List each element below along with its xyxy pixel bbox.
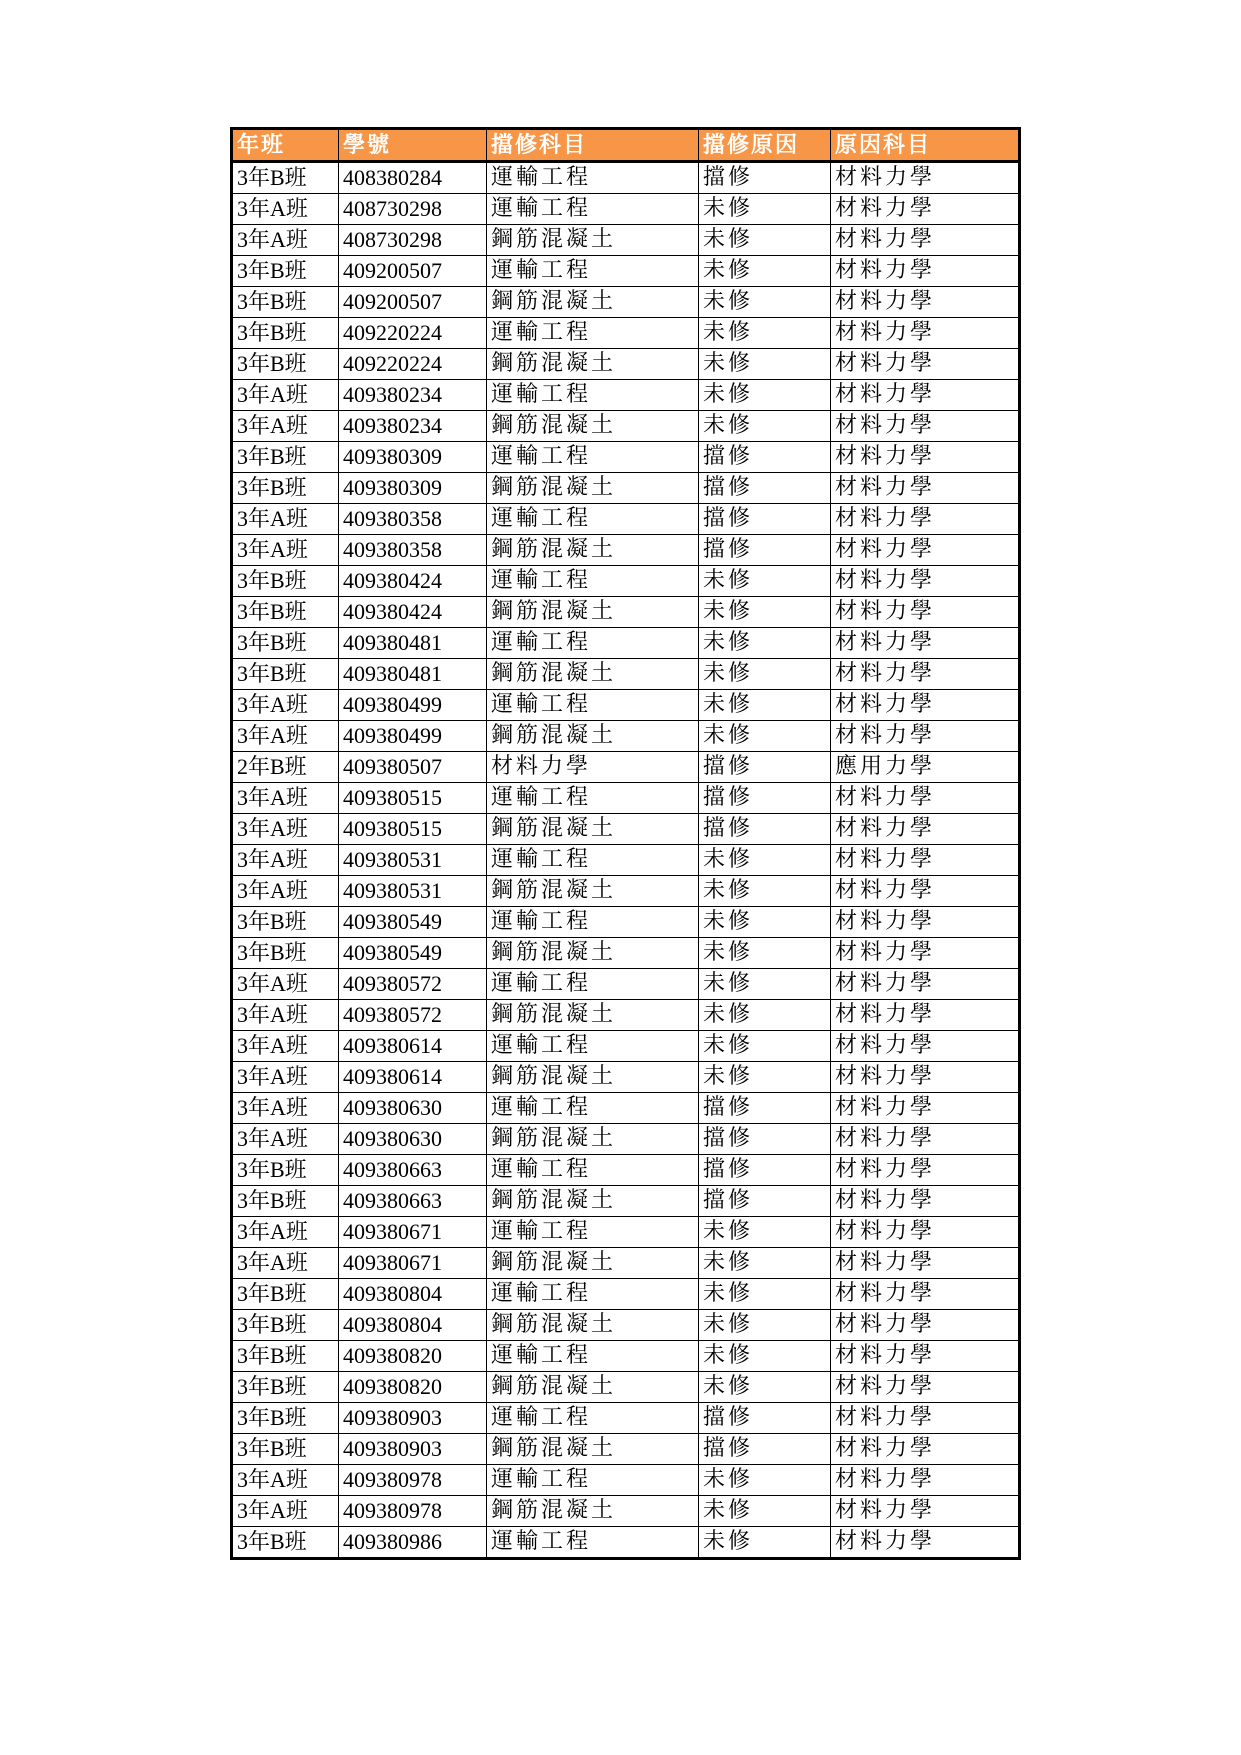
cell-block-reason: 擋修 [699,1403,831,1434]
table-row [232,318,1020,349]
cell-reason-course: 材料力學 [831,256,1020,287]
cell-class: 3年B班 [232,287,339,318]
cell-block-reason: 未修 [699,628,831,659]
cell-reason-course: 材料力學 [831,1527,1020,1559]
cell-blocked-course: 鋼筋混凝土 [487,349,699,380]
cell-blocked-course: 鋼筋混凝土 [487,597,699,628]
cell-block-reason: 擋修 [699,1093,831,1124]
cell-blocked-course: 鋼筋混凝土 [487,287,699,318]
cell-blocked-course: 運輸工程 [487,1093,699,1124]
cell-student-id: 409380234 [339,380,487,411]
cell-blocked-course: 運輸工程 [487,256,699,287]
cell-blocked-course: 運輸工程 [487,318,699,349]
header-student-id: 學號 [339,129,487,162]
cell-reason-course: 材料力學 [831,721,1020,752]
cell-block-reason: 未修 [699,659,831,690]
cell-class: 3年A班 [232,1124,339,1155]
cell-class: 3年B班 [232,907,339,938]
cell-class: 3年A班 [232,721,339,752]
table-row [232,721,1020,752]
cell-blocked-course: 運輸工程 [487,1403,699,1434]
cell-class: 3年B班 [232,1279,339,1310]
cell-class: 3年B班 [232,938,339,969]
cell-class: 3年A班 [232,225,339,256]
cell-student-id: 409380820 [339,1341,487,1372]
cell-block-reason: 未修 [699,225,831,256]
cell-blocked-course: 鋼筋混凝土 [487,1186,699,1217]
cell-class: 3年A班 [232,1465,339,1496]
cell-student-id: 408380284 [339,162,487,194]
cell-student-id: 409380481 [339,659,487,690]
cell-reason-course: 材料力學 [831,845,1020,876]
cell-class: 3年A班 [232,504,339,535]
table-row [232,907,1020,938]
cell-block-reason: 未修 [699,380,831,411]
cell-reason-course: 材料力學 [831,690,1020,721]
table-header [232,129,1020,162]
cell-block-reason: 擋修 [699,1186,831,1217]
cell-blocked-course: 運輸工程 [487,1527,699,1559]
cell-class: 3年B班 [232,1186,339,1217]
cell-reason-course: 材料力學 [831,1465,1020,1496]
table-row [232,380,1020,411]
cell-block-reason: 未修 [699,1279,831,1310]
cell-student-id: 409380531 [339,876,487,907]
cell-reason-course: 材料力學 [831,597,1020,628]
cell-block-reason: 未修 [699,1000,831,1031]
cell-blocked-course: 鋼筋混凝土 [487,535,699,566]
cell-class: 3年B班 [232,1372,339,1403]
cell-block-reason: 未修 [699,1217,831,1248]
document-page [230,127,1018,1560]
cell-student-id: 409380978 [339,1465,487,1496]
table-row [232,194,1020,225]
table-row [232,1310,1020,1341]
table-row [232,1279,1020,1310]
cell-class: 3年A班 [232,814,339,845]
cell-reason-course: 材料力學 [831,938,1020,969]
cell-student-id: 409380424 [339,597,487,628]
cell-reason-course: 材料力學 [831,473,1020,504]
cell-blocked-course: 鋼筋混凝土 [487,659,699,690]
header-block-reason: 擋修原因 [699,129,831,162]
cell-blocked-course: 運輸工程 [487,1465,699,1496]
cell-class: 3年A班 [232,690,339,721]
table-row [232,752,1020,783]
cell-block-reason: 未修 [699,938,831,969]
cell-blocked-course: 運輸工程 [487,1279,699,1310]
cell-student-id: 409380804 [339,1279,487,1310]
cell-blocked-course: 鋼筋混凝土 [487,411,699,442]
table-row [232,1031,1020,1062]
table-row [232,876,1020,907]
cell-student-id: 409380630 [339,1093,487,1124]
cell-blocked-course: 運輸工程 [487,504,699,535]
cell-block-reason: 未修 [699,566,831,597]
cell-reason-course: 材料力學 [831,162,1020,194]
cell-reason-course: 材料力學 [831,535,1020,566]
cell-reason-course: 材料力學 [831,628,1020,659]
cell-block-reason: 擋修 [699,783,831,814]
table-row [232,1000,1020,1031]
cell-reason-course: 材料力學 [831,1093,1020,1124]
cell-reason-course: 材料力學 [831,1403,1020,1434]
header-blocked-course: 擋修科目 [487,129,699,162]
cell-blocked-course: 運輸工程 [487,162,699,194]
cell-reason-course: 材料力學 [831,1496,1020,1527]
cell-student-id: 409380499 [339,721,487,752]
table-row [232,1341,1020,1372]
cell-student-id: 409380358 [339,504,487,535]
table-row [232,162,1020,194]
cell-block-reason: 擋修 [699,752,831,783]
cell-reason-course: 材料力學 [831,969,1020,1000]
cell-blocked-course: 運輸工程 [487,566,699,597]
cell-student-id: 409380671 [339,1248,487,1279]
cell-class: 3年B班 [232,566,339,597]
header-reason-course: 原因科目 [831,129,1020,162]
table-row [232,814,1020,845]
cell-student-id: 409380424 [339,566,487,597]
table-row [232,1465,1020,1496]
cell-student-id: 409380804 [339,1310,487,1341]
table-body [232,162,1020,1559]
cell-class: 3年B班 [232,318,339,349]
cell-blocked-course: 鋼筋混凝土 [487,473,699,504]
table-row [232,1186,1020,1217]
cell-class: 3年B班 [232,597,339,628]
cell-blocked-course: 運輸工程 [487,1155,699,1186]
cell-blocked-course: 運輸工程 [487,442,699,473]
cell-reason-course: 材料力學 [831,1372,1020,1403]
cell-blocked-course: 鋼筋混凝土 [487,876,699,907]
cell-blocked-course: 鋼筋混凝土 [487,1372,699,1403]
cell-blocked-course: 運輸工程 [487,907,699,938]
cell-student-id: 409380507 [339,752,487,783]
cell-reason-course: 材料力學 [831,225,1020,256]
table-row [232,1248,1020,1279]
table-row [232,1527,1020,1559]
cell-class: 3年A班 [232,535,339,566]
cell-student-id: 409380531 [339,845,487,876]
table-row [232,1155,1020,1186]
table-row [232,225,1020,256]
cell-blocked-course: 鋼筋混凝土 [487,814,699,845]
cell-student-id: 409380234 [339,411,487,442]
cell-block-reason: 擋修 [699,535,831,566]
cell-block-reason: 擋修 [699,162,831,194]
cell-student-id: 409380820 [339,1372,487,1403]
cell-class: 3年B班 [232,1155,339,1186]
cell-reason-course: 材料力學 [831,659,1020,690]
cell-blocked-course: 鋼筋混凝土 [487,1124,699,1155]
cell-student-id: 409380614 [339,1062,487,1093]
cell-reason-course: 材料力學 [831,907,1020,938]
cell-reason-course: 材料力學 [831,1434,1020,1465]
cell-student-id: 409380572 [339,1000,487,1031]
cell-class: 3年A班 [232,1248,339,1279]
cell-block-reason: 未修 [699,597,831,628]
cell-block-reason: 未修 [699,1248,831,1279]
cell-reason-course: 材料力學 [831,566,1020,597]
cell-block-reason: 未修 [699,411,831,442]
cell-reason-course: 材料力學 [831,783,1020,814]
cell-blocked-course: 鋼筋混凝土 [487,1434,699,1465]
cell-block-reason: 未修 [699,318,831,349]
table-row [232,969,1020,1000]
cell-block-reason: 未修 [699,1527,831,1559]
cell-blocked-course: 運輸工程 [487,380,699,411]
cell-student-id: 409380549 [339,907,487,938]
cell-reason-course: 材料力學 [831,349,1020,380]
table-row [232,1124,1020,1155]
table-row [232,628,1020,659]
cell-reason-course: 材料力學 [831,194,1020,225]
cell-class: 3年A班 [232,1000,339,1031]
cell-reason-course: 材料力學 [831,1031,1020,1062]
cell-student-id: 409380903 [339,1434,487,1465]
header-class: 年班 [232,129,339,162]
cell-reason-course: 材料力學 [831,876,1020,907]
cell-block-reason: 擋修 [699,1124,831,1155]
cell-blocked-course: 材料力學 [487,752,699,783]
cell-student-id: 409380614 [339,1031,487,1062]
cell-reason-course: 材料力學 [831,1155,1020,1186]
table-row [232,287,1020,318]
blocked-course-table [230,127,1021,1560]
cell-student-id: 408730298 [339,225,487,256]
cell-class: 3年A班 [232,845,339,876]
table-row [232,938,1020,969]
cell-block-reason: 未修 [699,287,831,318]
cell-class: 3年A班 [232,1093,339,1124]
cell-student-id: 409380630 [339,1124,487,1155]
cell-student-id: 409380671 [339,1217,487,1248]
cell-student-id: 408730298 [339,194,487,225]
cell-blocked-course: 運輸工程 [487,1341,699,1372]
cell-blocked-course: 運輸工程 [487,628,699,659]
table-row [232,473,1020,504]
cell-block-reason: 未修 [699,1465,831,1496]
cell-block-reason: 未修 [699,256,831,287]
cell-student-id: 409380499 [339,690,487,721]
cell-reason-course: 材料力學 [831,1062,1020,1093]
cell-class: 3年A班 [232,1217,339,1248]
table-row [232,1062,1020,1093]
cell-student-id: 409220224 [339,318,487,349]
cell-class: 3年A班 [232,1062,339,1093]
cell-student-id: 409380978 [339,1496,487,1527]
cell-class: 3年B班 [232,1527,339,1559]
cell-student-id: 409380549 [339,938,487,969]
cell-class: 3年A班 [232,876,339,907]
table-row [232,1403,1020,1434]
cell-block-reason: 未修 [699,969,831,1000]
cell-class: 3年B班 [232,349,339,380]
cell-block-reason: 未修 [699,721,831,752]
cell-block-reason: 未修 [699,1341,831,1372]
table-row [232,1372,1020,1403]
cell-class: 3年B班 [232,1403,339,1434]
table-row [232,535,1020,566]
cell-block-reason: 未修 [699,907,831,938]
cell-reason-course: 材料力學 [831,442,1020,473]
cell-block-reason: 擋修 [699,473,831,504]
cell-class: 3年A班 [232,783,339,814]
cell-blocked-course: 鋼筋混凝土 [487,1062,699,1093]
cell-blocked-course: 鋼筋混凝土 [487,225,699,256]
table-row [232,690,1020,721]
cell-student-id: 409380309 [339,473,487,504]
cell-block-reason: 未修 [699,845,831,876]
cell-reason-course: 材料力學 [831,1217,1020,1248]
cell-class: 3年A班 [232,194,339,225]
table-row [232,783,1020,814]
cell-student-id: 409380358 [339,535,487,566]
table-row [232,349,1020,380]
cell-block-reason: 未修 [699,1372,831,1403]
cell-blocked-course: 運輸工程 [487,845,699,876]
cell-student-id: 409220224 [339,349,487,380]
table-row [232,411,1020,442]
cell-blocked-course: 鋼筋混凝土 [487,938,699,969]
cell-student-id: 409380986 [339,1527,487,1559]
cell-class: 3年B班 [232,256,339,287]
cell-student-id: 409200507 [339,287,487,318]
cell-block-reason: 未修 [699,349,831,380]
table-row [232,256,1020,287]
cell-blocked-course: 運輸工程 [487,1217,699,1248]
cell-student-id: 409380515 [339,783,487,814]
cell-block-reason: 擋修 [699,442,831,473]
cell-reason-course: 材料力學 [831,1248,1020,1279]
cell-blocked-course: 運輸工程 [487,969,699,1000]
cell-class: 3年A班 [232,380,339,411]
cell-block-reason: 擋修 [699,814,831,845]
cell-block-reason: 未修 [699,1496,831,1527]
cell-class: 3年A班 [232,1496,339,1527]
cell-reason-course: 材料力學 [831,1000,1020,1031]
cell-reason-course: 材料力學 [831,1186,1020,1217]
cell-class: 3年B班 [232,473,339,504]
cell-block-reason: 未修 [699,690,831,721]
cell-blocked-course: 鋼筋混凝土 [487,1000,699,1031]
cell-student-id: 409380481 [339,628,487,659]
cell-class: 3年B班 [232,442,339,473]
header-row [232,129,1020,162]
cell-class: 3年A班 [232,411,339,442]
cell-class: 3年A班 [232,969,339,1000]
cell-class: 3年B班 [232,1310,339,1341]
cell-reason-course: 材料力學 [831,1279,1020,1310]
cell-reason-course: 材料力學 [831,504,1020,535]
cell-block-reason: 擋修 [699,1155,831,1186]
table-row [232,1496,1020,1527]
table-row [232,442,1020,473]
cell-student-id: 409380663 [339,1155,487,1186]
cell-blocked-course: 鋼筋混凝土 [487,1310,699,1341]
cell-reason-course: 材料力學 [831,814,1020,845]
cell-student-id: 409380515 [339,814,487,845]
cell-blocked-course: 運輸工程 [487,690,699,721]
cell-blocked-course: 運輸工程 [487,783,699,814]
cell-reason-course: 材料力學 [831,380,1020,411]
table-row [232,1217,1020,1248]
cell-class: 3年B班 [232,162,339,194]
table-row [232,597,1020,628]
cell-reason-course: 材料力學 [831,1341,1020,1372]
cell-reason-course: 材料力學 [831,287,1020,318]
cell-student-id: 409380309 [339,442,487,473]
cell-block-reason: 未修 [699,194,831,225]
cell-class: 3年B班 [232,659,339,690]
cell-reason-course: 材料力學 [831,1310,1020,1341]
cell-class: 3年A班 [232,1031,339,1062]
cell-class: 3年B班 [232,1434,339,1465]
table-row [232,566,1020,597]
cell-student-id: 409380903 [339,1403,487,1434]
cell-block-reason: 未修 [699,1031,831,1062]
table-row [232,845,1020,876]
cell-blocked-course: 鋼筋混凝土 [487,1248,699,1279]
cell-blocked-course: 運輸工程 [487,194,699,225]
cell-block-reason: 未修 [699,1062,831,1093]
cell-blocked-course: 鋼筋混凝土 [487,1496,699,1527]
cell-class: 3年B班 [232,628,339,659]
cell-block-reason: 擋修 [699,1434,831,1465]
cell-student-id: 409380572 [339,969,487,1000]
table-row [232,504,1020,535]
cell-block-reason: 未修 [699,876,831,907]
table-row [232,1434,1020,1465]
cell-reason-course: 材料力學 [831,411,1020,442]
cell-reason-course: 應用力學 [831,752,1020,783]
cell-block-reason: 未修 [699,1310,831,1341]
cell-student-id: 409200507 [339,256,487,287]
cell-student-id: 409380663 [339,1186,487,1217]
cell-class: 3年B班 [232,1341,339,1372]
table-row [232,1093,1020,1124]
cell-blocked-course: 運輸工程 [487,1031,699,1062]
table-row [232,659,1020,690]
cell-class: 2年B班 [232,752,339,783]
cell-block-reason: 擋修 [699,504,831,535]
cell-reason-course: 材料力學 [831,318,1020,349]
cell-blocked-course: 鋼筋混凝土 [487,721,699,752]
cell-reason-course: 材料力學 [831,1124,1020,1155]
